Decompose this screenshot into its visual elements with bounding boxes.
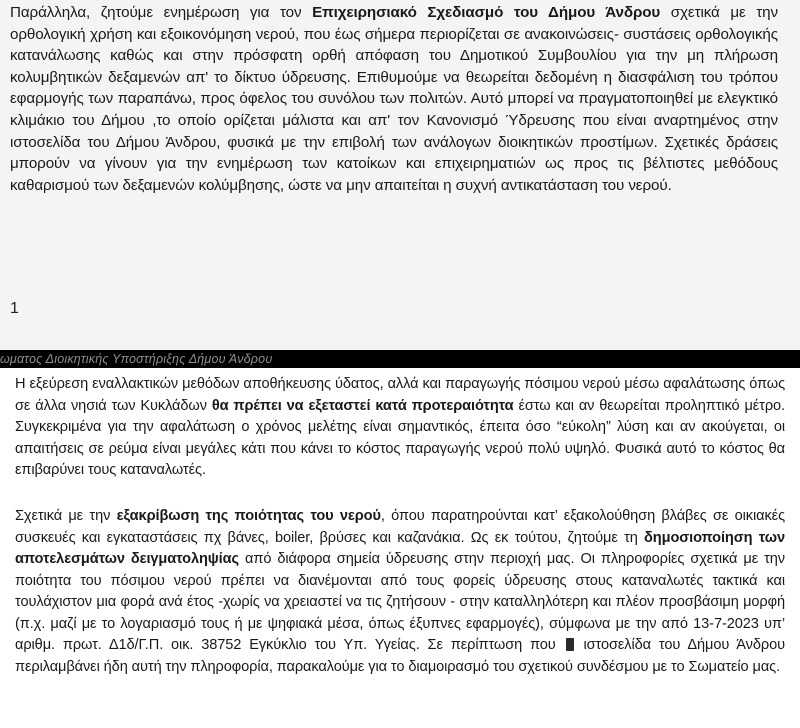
text-segment: , όπου παρατηρούνται κατ’ εξακολούθηση βλάβες σε οικιακές συσκευές και εγκαταστάσεις πχ βάνες, boiler, βρύσες και καζανάκια. Ως εκ τούτου, ζητούμε τη [15, 508, 785, 546]
paragraph-water-planning [10, 2, 778, 196]
text-segment: Σχετικά με την [15, 508, 117, 524]
document-page-1 [0, 0, 800, 350]
bold-text-segment: Επιχειρησιακό Σχεδιασμό του Δήμου Άνδρου [312, 4, 661, 21]
ink-mark [566, 638, 574, 651]
text-segment: ιστοσελίδα του Δήμου Άνδρου περιλαμβάνει ήδη αυτή την πληροφορία, παρακαλούμε για το διαμοιρασμό του σχετικού συνδέσμου με το Σωματείο μας. [15, 637, 785, 675]
page-number: 1 [10, 300, 19, 317]
paragraph-desalination [15, 374, 785, 482]
bold-text-segment: εξακρίβωση της ποιότητας του νερού [116, 508, 381, 524]
text-segment: Παράλληλα, ζητούμε ενημέρωση για τον [10, 4, 313, 21]
text-segment: Η εξεύρεση εναλλακτικών μεθόδων αποθήκευσης ύδατος, αλλά και παραγωγής πόσιμου νερού μέσω αφαλάτωσης όπως σε άλλα νησιά των Κυκλάδων [15, 376, 785, 414]
bold-text-segment: θα πρέπει να εξεταστεί κατά προτεραιότητα [211, 397, 514, 414]
text-segment: έστω και αν θεωρείται προληπτικό μέτρο. Συγκεκριμένα για την αφαλάτωση ο χρόνος μελέτης είναι σημαντικός, έπειτα όσο “εύκολη” λύση και αν ακούγεται, οι απαιτήσεις σε ρεύμα είναι μεγάλες κάτι που κάνει το κόστος παραγωγής νερού πολύ υψηλό. Φυσικά αυτό το κόστος θα επιβαρύνει τους καταναλωτές. [15, 397, 786, 478]
bold-text-segment: δημοσιοποίηση των αποτελεσμάτων δειγματοληψίας [15, 529, 785, 567]
text-segment: από διάφορα σημεία ύδρευσης στην περιοχή μας. Οι πληροφορίες σχετικά με την ποιότητα του πόσιμου νερού πρέπει να διανέμονται από τους φορείς ύδρευσης στους καταναλωτές τακτικά και τουλάχιστον μια φορά ανά έτος -χωρίς να χρειαστεί να τις ζητήσουν - στην καταλληλότερη και πλέον προσβάσιμη μορφή (π.χ. μαζί με το λογαριασμό τους ή με ψηφιακά μέσα, όπως έξυπνες εφαρμογές), σύμφωνα με την από 13-7-2023 υπ’ αριθμ. πρωτ. Δ1δ/Γ.Π. οικ. 38752 Εγκύκλιο του Υπ. Υγείας. Σε περίπτωση που [15, 551, 785, 653]
page-header-footer-text: ωματος Διοικητικής Υποστήριξης Δήμου Άνδρου [0, 352, 273, 366]
document-page-2 [0, 368, 800, 728]
text-segment: σχετικά με την ορθολογική χρήση και εξοικονόμηση νερού, που έως σήμερα περιορίζεται σε ανακοινώσεις- συστάσεις ορθολογικής κατανάλωσης καθώς και στην πρόσφατη ορθή απόφαση του Δημοτικού Συμβουλίου για την μη πλήρωση κολυμβητικών δεξαμενών απ' το δίκτυο ύδρευσης. Επιθυμούμε να θεωρείται δεδομένη η διασφάλιση του τρόπου εφαρμογής των παραπάνω, προς όφελος του συνόλου των πολιτών. Αυτό μπορεί να πραγματοποιηθεί με ελεγκτικό κλιμάκιο του Δήμου ,το οποίο ορίζεται μάλιστα και απ' τον Κανονισμό Ύδρευσης που είναι αναρτημένος στην ιστοσελίδα του Δήμου Άνδρου, φυσικά με την επιβολή των ανάλογων διοικητικών προστίμων. Σχετικές δράσεις μπορούν να γίνουν για την ενημέρωση των κατοίκων και επιχειρηματιών ως προς τις βέλτιστες μεθόδους καθαρισμού των δεξαμενών κολύμβησης, ώστε να μην απαιτείται η συχνή αντικατάσταση του νερού. [10, 4, 778, 194]
paragraph-water-quality [15, 506, 785, 678]
